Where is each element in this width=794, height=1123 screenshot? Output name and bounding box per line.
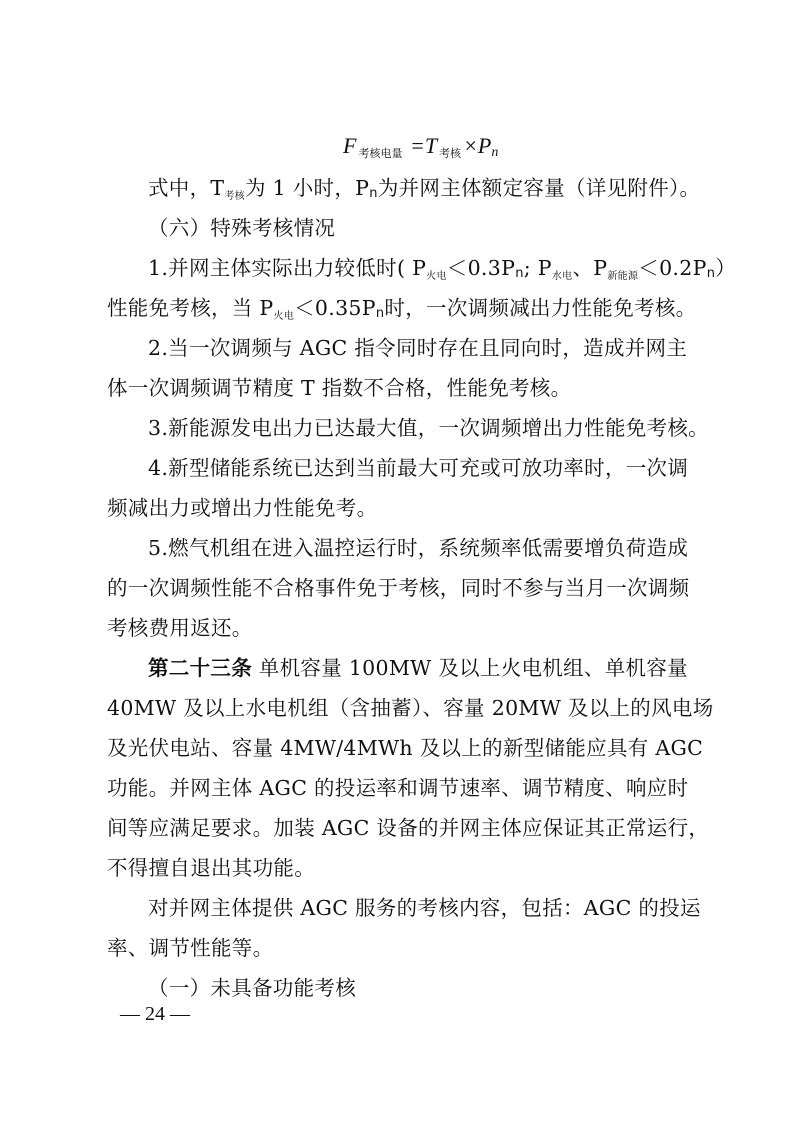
article-23-line-1: 第二十三条 单机容量 100MW 及以上火电机组、单机容量 [148,656,688,680]
article-23-title: 第二十三条 [148,656,252,680]
formula-t-sub: 考核 [439,147,462,160]
formula-explanation: 式中，$T_{考核}$为 1 小时，Pn为并网主体额定容量（详见附件）。 [148,176,701,202]
section-heading-1: （一）未具备功能考核 [148,976,356,1000]
item-4-line-1: 4.新型储能系统已达到当前最大可充或可放功率时，一次调 [148,456,689,480]
article-23-line-5: 间等应满足要求。加装 AGC 设备的并网主体应保证其正常运行， [107,816,710,840]
formula-p: P [477,133,492,158]
formula-times: × [463,133,478,158]
formula-t: T [424,133,438,158]
item-2-line-1: 2.当一次调频与 AGC 指令同时存在且同向时，造成并网主 [148,336,688,360]
item-5-line-3: 考核费用返还。 [107,616,253,640]
item-1-line-2: 性能免考核，当 $P_{火电}<0.35Pn$时，一次调频减出力性能免考核。 [107,296,697,322]
paragraph-agc-line-2: 率、调节性能等。 [107,936,274,960]
item-5-line-1: 5.燃气机组在进入温控运行时，系统频率低需要增负荷造成 [148,536,689,560]
item-1-line-1: 1.并网主体实际出力较低时( $P_{火电}<0.3Pn$; $P_{水电}$、$P_{新能源}<0.2Pn$） [148,256,737,282]
formula-f: F [343,133,357,158]
article-23-line-3: 及光伏电站、容量 4MW/4MWh 及以上的新型储能应具有 AGC [107,736,704,760]
item-5-line-2: 的一次调频性能不合格事件免于考核，同时不参与当月一次调频 [107,576,690,600]
page-number: — 24 — [120,1003,190,1025]
article-23-line-6: 不得擅自退出其功能。 [107,856,315,880]
article-23-line-4: 功能。并网主体 AGC 的投运率和调节速率、调节精度、响应时 [107,776,689,800]
formula-eq: = [409,133,425,158]
formula-f-sub: 考核电量 [358,147,403,160]
item-3: 3.新能源发电出力已达最大值，一次调频增出力性能免考核。 [148,416,709,440]
formula [343,133,498,161]
paragraph-agc-line-1: 对并网主体提供 AGC 服务的考核内容，包括：AGC 的投运 [148,896,701,920]
item-4-line-2: 频减出力或增出力性能免考。 [107,496,378,520]
section-heading-6: （六）特殊考核情况 [148,216,336,240]
formula-p-sub: n [491,145,499,160]
article-23-line-2: 40MW 及以上水电机组（含抽蓄）、容量 20MW 及以上的风电场 [107,696,714,720]
item-2-line-2: 体一次调频调节精度 T 指数不合格，性能免考核。 [107,376,572,400]
